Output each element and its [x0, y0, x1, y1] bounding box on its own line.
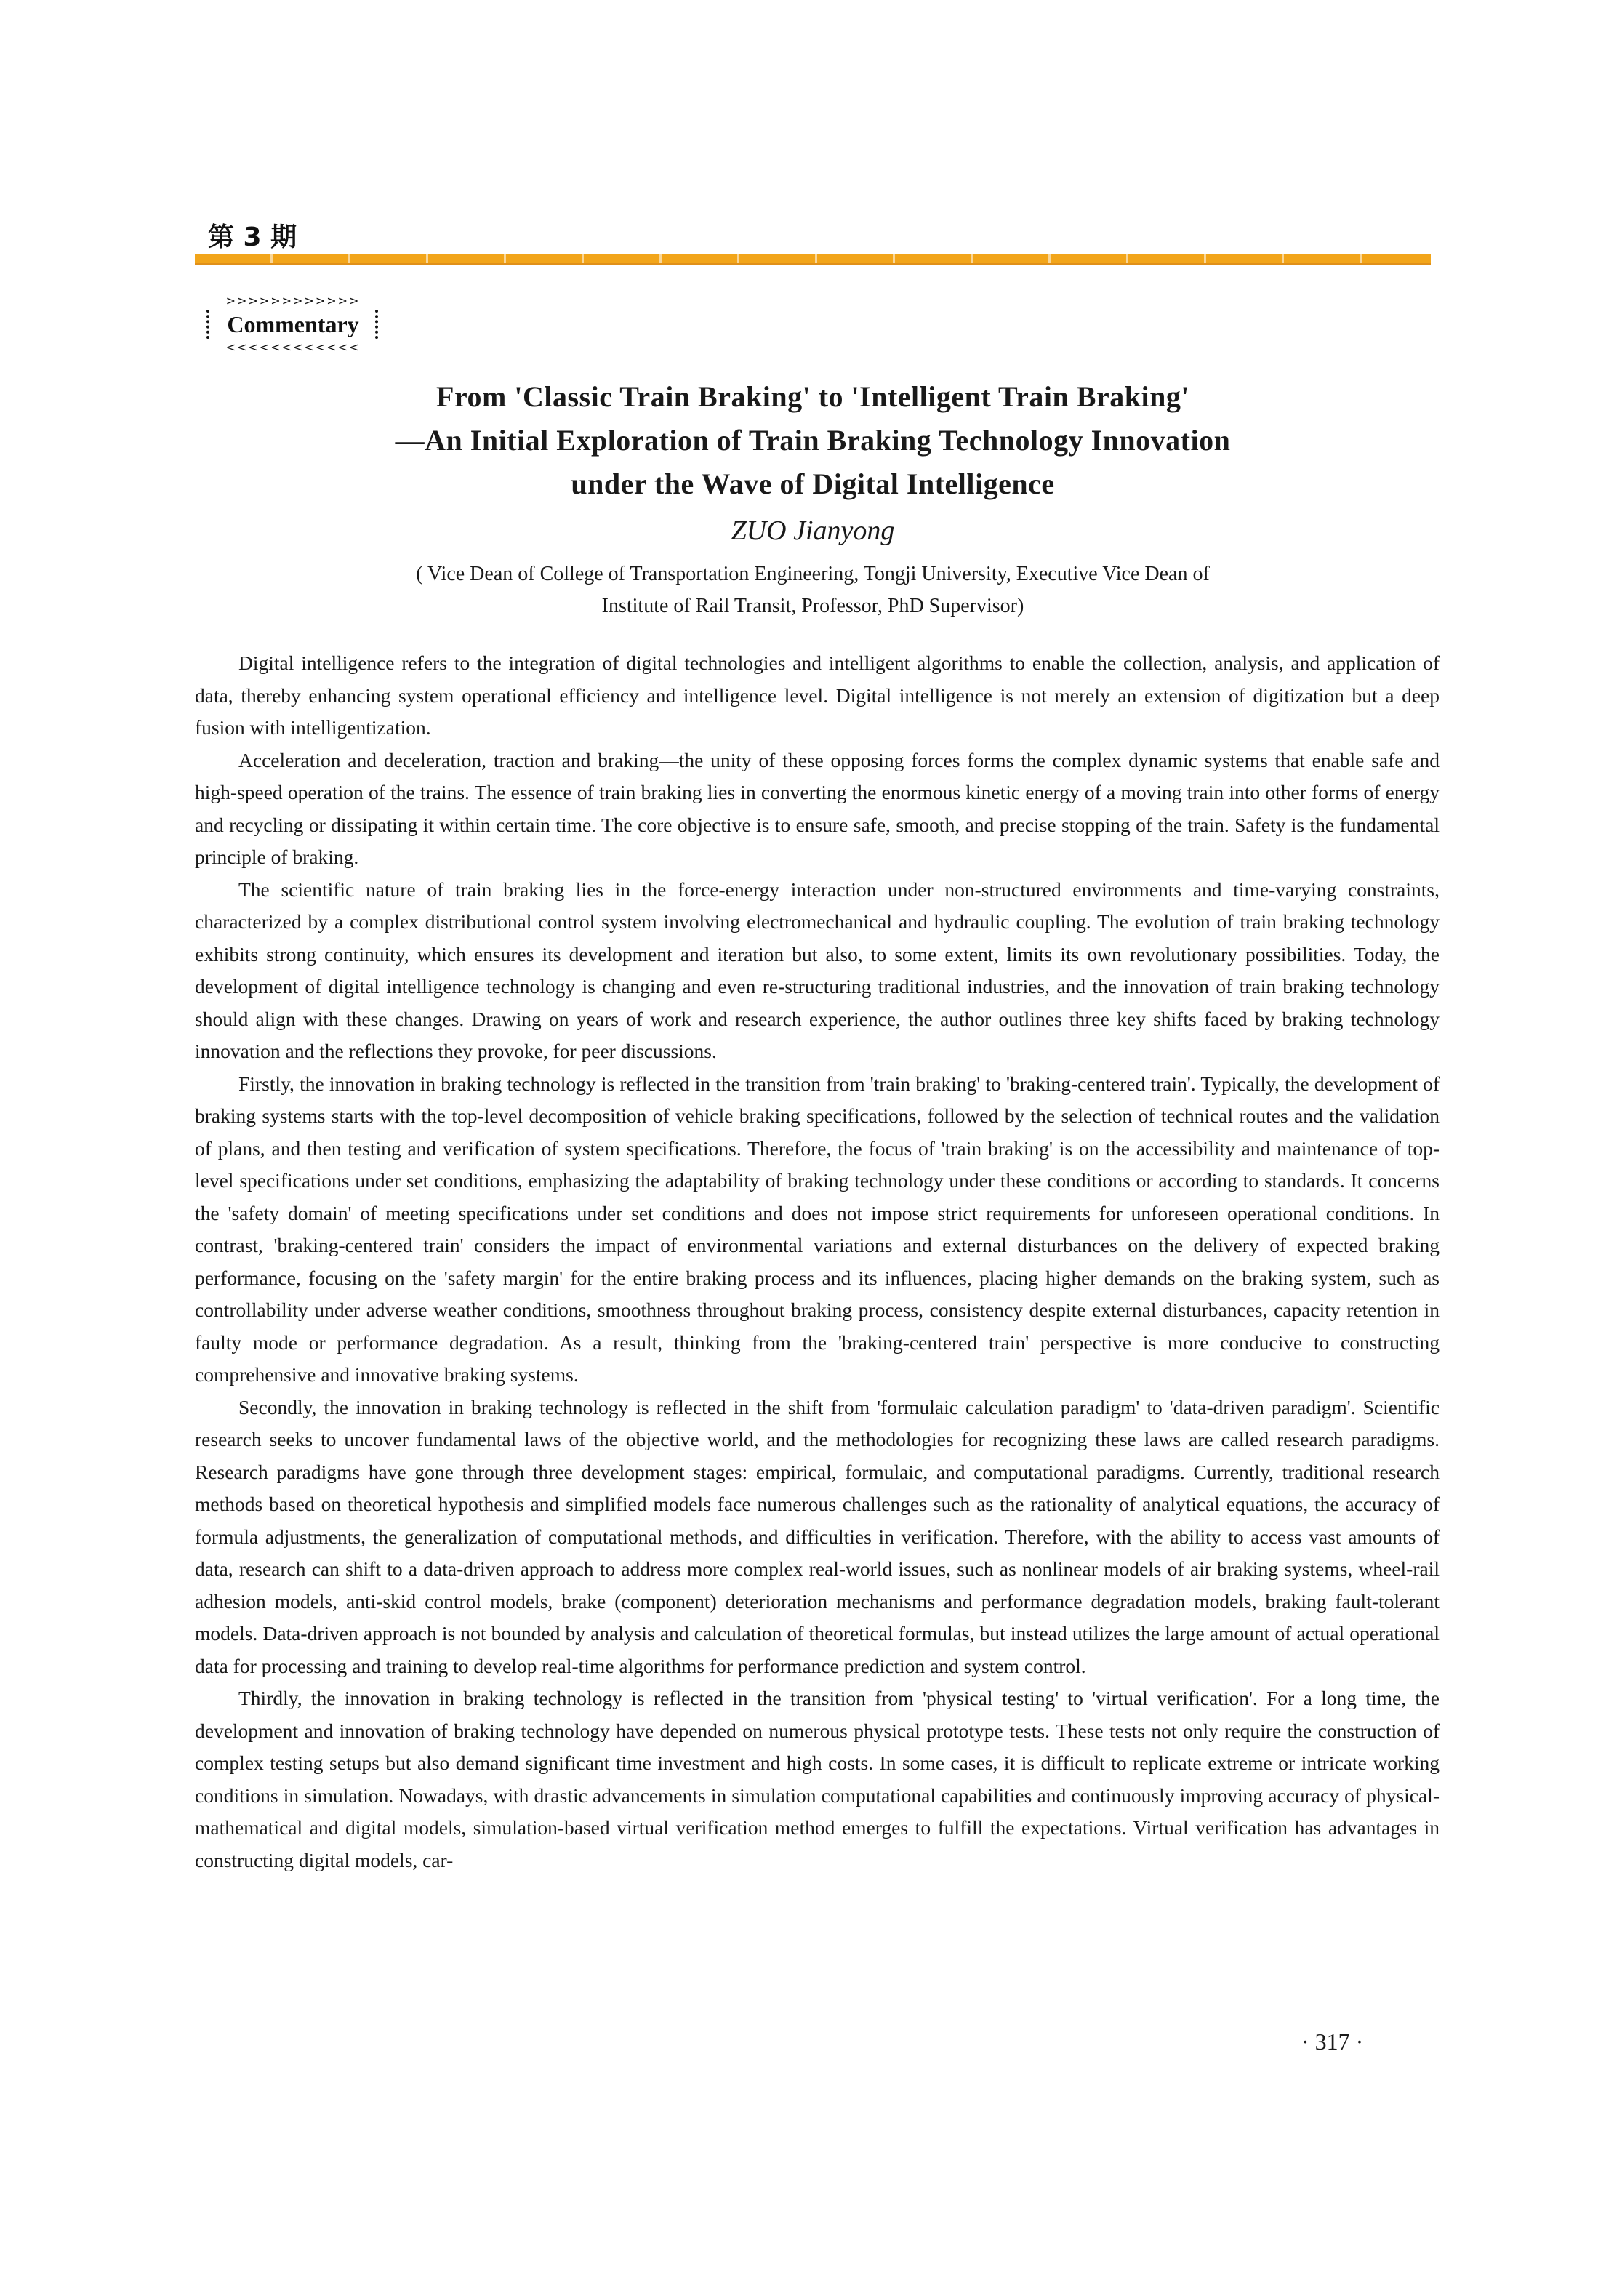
body-paragraph: The scientific nature of train braking lies in the force-energy interaction under non-structured environments and time-varying constraints, characterized by a complex distributional control system involving electromechanical and hydraulic coupling. The evolution of train braking technology exhibits strong continuity, which ensures its development and iteration but also, to some extent, limits its own revolutionary possibilities. Today, the development of digital intelligence technology is changing and even re-structuring traditional industries, and the innovation of train braking technology should align with these changes. Drawing on years of work and research experience, the author outlines three key shifts faced by braking technology innovation and the reflections they provoke, for peer discussions. [195, 878, 1440, 1062]
article-title-line-1: From 'Classic Train Braking' to 'Intelligent Train Braking' [436, 380, 1189, 413]
journal-issue-label: 第 3 期 [208, 222, 297, 252]
commentary-tag [202, 289, 384, 359]
tag-border-left [206, 310, 214, 339]
body-paragraph: Digital intelligence refers to the integration of digital technologies and intelligent algorithms to enable the collection, analysis, and application of data, thereby enhancing system operational efficiency and intelligence level. Digital intelligence is not merely an extension of digitization but a deep fusion with intelligentization. [195, 651, 1440, 739]
header-rule [195, 254, 1431, 263]
body-paragraph: Acceleration and deceleration, traction and braking—the unity of these opposing forces forms the complex dynamic systems that enable safe and high-speed operation of the trains. The essence of train braking lies in converting the enormous kinetic energy of a moving train into other forms of energy and recycling or dissipating it within certain time. The core objective is to ensure safe, smooth, and precise stopping of the train. Safety is the fundamental principle of braking. [195, 748, 1440, 868]
body-paragraph: Secondly, the innovation in braking technology is reflected in the shift from 'formulaic calculation paradigm' to 'data-driven paradigm'. Scientific research seeks to uncover fundamental laws of the objective world, and the methodologies for recognizing these laws are called research paradigms. Research paradigms have gone through three development stages: empirical, formulaic, and computational paradigms. Currently, traditional research methods based on theoretical hypothesis and simplified models face numerous challenges such as the rationality of analytical equations, the accuracy of formula adjustments, the generalization of computational methods, and difficulties in verification. Therefore, with the ability to access vast amounts of data, research can shift to a data-driven approach to address more complex real-world issues, such as nonlinear models of air braking systems, wheel-rail adhesion models, anti-skid control models, brake (component) deterioration mechanisms and performance degradation models, braking fault-tolerant models. Data-driven approach is not bounded by analysis and calculation of theoretical formulas, but instead utilizes the large amount of actual operational data for processing and training to develop real-time algorithms for performance prediction and system control. [195, 1395, 1440, 1677]
author-affiliation-line-1: ( Vice Dean of College of Transportation Engineering, Tongji University, Executive Vice Dean of [416, 563, 1210, 585]
tag-border-top-arrows: >>>>>>>>>>>> [225, 295, 361, 307]
body-paragraph: Thirdly, the innovation in braking technology is reflected in the transition from 'physical testing' to 'virtual verification'. For a long time, the development and innovation of braking technology have depended on numerous physical prototype tests. These tests not only require the construction of complex testing setups but also demand significant time investment and high costs. In some cases, it is difficult to replicate extreme or intricate working conditions in simulation. Nowadays, with drastic advancements in simulation computational capabilities and continuously improving accuracy of physical-mathematical and digital models, simulation-based virtual verification method emerges to fulfill the expectations. Virtual verification has advantages in constructing digital models, car- [195, 1687, 1440, 1871]
article-title-line-2: —An Initial Exploration of Train Braking Technology Innovation [395, 424, 1231, 457]
article-body [195, 647, 1440, 1876]
tag-border-right [375, 310, 382, 339]
article-heading [195, 375, 1431, 622]
article-title-line-3: under the Wave of Digital Intelligence [571, 467, 1055, 500]
page-number: · 317 · [1301, 2028, 1364, 2055]
article-author: ZUO Jianyong [731, 515, 895, 546]
body-paragraph: Firstly, the innovation in braking technology is reflected in the transition from 'train braking' to 'braking-centered train'. Typically, the development of braking systems starts with the top-level decomposition of vehicle braking specifications, followed by the selection of technical routes and the validation of plans, and then testing and verification of system specifications. Therefore, the focus of 'train braking' is on the accessibility and maintenance of top-level specifications under set conditions, emphasizing the adaptability of braking technology under these conditions or according to standards. It concerns the 'safety domain' of meeting specifications under set conditions and does not impose strict requirements for unforeseen operational conditions. In contrast, 'braking-centered train' considers the impact of environmental variations and external disturbances on the delivery of expected braking performance, focusing on the 'safety margin' for the entire braking process and its influences, placing higher demands on the braking system, such as controllability under adverse weather conditions, smoothness throughout braking process, consistency despite external disturbances, capacity retention in faulty mode or performance degradation. As a result, thinking from the 'braking-centered train' perspective is more conducive to constructing comprehensive and innovative braking systems. [195, 1072, 1440, 1386]
author-affiliation-line-2: Institute of Rail Transit, Professor, PhD Supervisor) [601, 595, 1024, 617]
commentary-tag-label: Commentary [227, 310, 359, 337]
tag-border-bottom-arrows: <<<<<<<<<<<< [225, 342, 361, 353]
